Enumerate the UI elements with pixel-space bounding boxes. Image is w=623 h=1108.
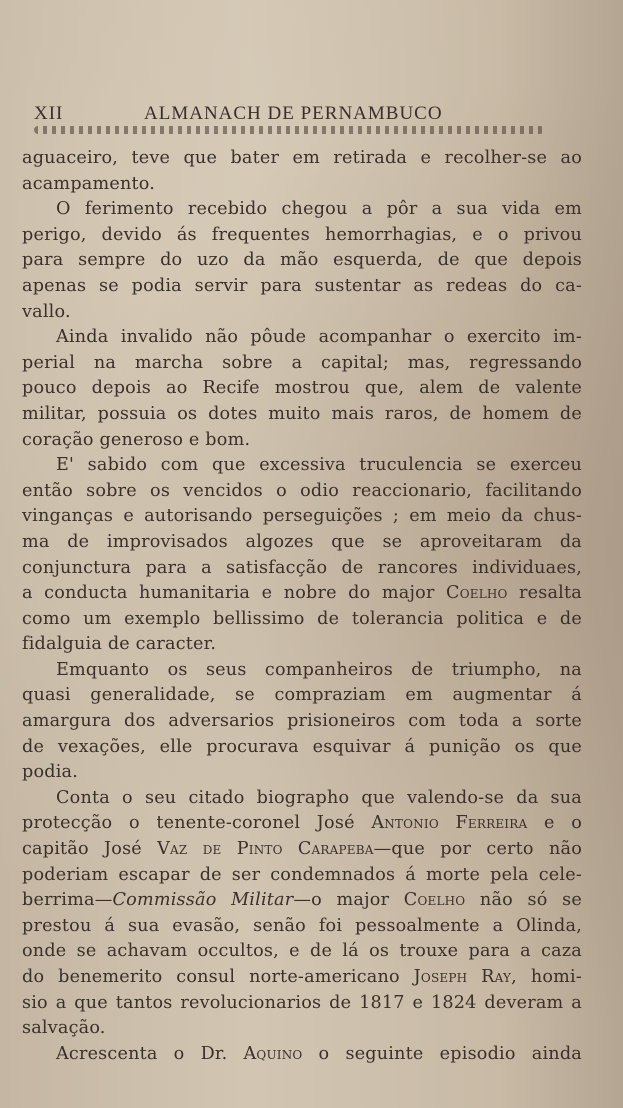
text-line: para sempre do uzo da mão esquerda, de que depois — [22, 250, 582, 271]
text-line: como um exemplo bellissimo de tolerancia politica e de — [22, 608, 582, 629]
text-fragment: —que por certo não — [373, 839, 582, 860]
text-fragment: —o major — [293, 890, 404, 911]
running-title: ALMANACH DE PERNAMBUCO — [144, 103, 443, 124]
text-fragment: capitão José — [22, 839, 158, 860]
text-line — [22, 837, 582, 863]
text-line: acampamento. — [22, 173, 156, 194]
text-fragment: resalta — [507, 583, 582, 604]
text-line: fidalguia de caracter. — [22, 634, 217, 655]
person-name: Antonio Ferreira — [371, 813, 528, 834]
text-line: coração generoso e bom. — [22, 429, 251, 450]
text-fragment: protecção o tenente-coronel José — [22, 813, 372, 834]
text-fragment: o seguinte episodio ainda — [302, 1043, 582, 1064]
text-line: aguaceiro, teve que bater em retirada e recolher-se ao — [22, 148, 582, 168]
text-fragment: a conducta humanitaria e nobre do major — [22, 583, 447, 604]
text-line: O ferimento recebido chegou a pôr a sua vida em — [56, 199, 582, 220]
person-name: Vaz de Pinto Carapeba — [157, 839, 374, 860]
text-fragment: Acrescenta o Dr. — [56, 1043, 244, 1064]
text-line: vinganças e autorisando perseguições ; em meio da chus- — [22, 506, 582, 527]
text-fragment: do benemerito consul norte-americano — [22, 967, 414, 987]
text-line — [22, 1042, 582, 1068]
person-name: Joseph Ray — [413, 967, 512, 987]
text-line — [22, 811, 582, 837]
text-line: conjunctura para a satisfacção de rancores individuaes, — [22, 557, 582, 578]
text-fragment: e o — [527, 813, 582, 834]
text-line: sio a que tantos revolucionarios de 1817 e 1824 deveram a — [22, 992, 582, 1013]
text-line: prestou á sua evasão, senão foi pessoalmente a Olinda, — [22, 915, 582, 936]
person-name: Aquino — [243, 1043, 303, 1064]
text-line — [22, 888, 582, 914]
text-line: onde se achavam occultos, e de lá os trouxe para a caza — [22, 941, 582, 962]
text-line: Conta o seu citado biographo que valendo-se da sua — [56, 787, 582, 808]
text-line: militar, possuia os dotes muito mais raros, de homem de — [22, 403, 582, 424]
decorative-divider — [34, 126, 544, 134]
text-line: salvação. — [22, 1018, 106, 1039]
text-line — [22, 965, 582, 991]
text-line: perigo, devido ás frequentes hemorrhagias, e o privou — [22, 224, 582, 245]
text-line: vallo. — [22, 301, 71, 322]
text-line: Emquanto os seus companheiros de triumpho, na — [56, 659, 582, 680]
text-line: amargura dos adversarios prisioneiros com toda a sorte — [22, 711, 582, 732]
text-line: Ainda invalido não pôude acompanhar o exercito im- — [56, 327, 582, 348]
text-line: perial na marcha sobre a capital; mas, regressando — [22, 352, 582, 373]
text-line: E' sabido com que excessiva truculencia se exerceu — [56, 455, 582, 476]
person-name: Coelho — [446, 583, 508, 604]
text-fragment: berrima— — [22, 890, 113, 911]
text-line: pouco depois ao Recife mostrou que, alem de valente — [22, 378, 582, 399]
text-line — [22, 581, 582, 607]
body-text — [22, 146, 582, 1067]
text-line: apenas se podia servir para sustentar as redeas do ca- — [22, 275, 582, 296]
page-number: XII — [34, 103, 64, 124]
text-line: podia. — [22, 762, 79, 783]
person-name: Coelho — [403, 890, 466, 911]
text-line: então sobre os vencidos o odio reaccionario, facilitando — [22, 480, 582, 501]
italic-title: Commissão Militar — [112, 890, 294, 911]
text-fragment: , homi- — [511, 967, 583, 987]
text-line: ma de improvisados algozes que se aproveitaram da — [22, 531, 582, 552]
text-line: poderiam escapar de ser condemnados á morte pela cele- — [22, 864, 582, 885]
text-line: de vexações, elle procurava esquivar á punição os que — [22, 736, 582, 757]
text-line: quasi generalidade, se compraziam em augmentar á — [22, 685, 582, 706]
text-fragment: não só se — [465, 890, 582, 911]
